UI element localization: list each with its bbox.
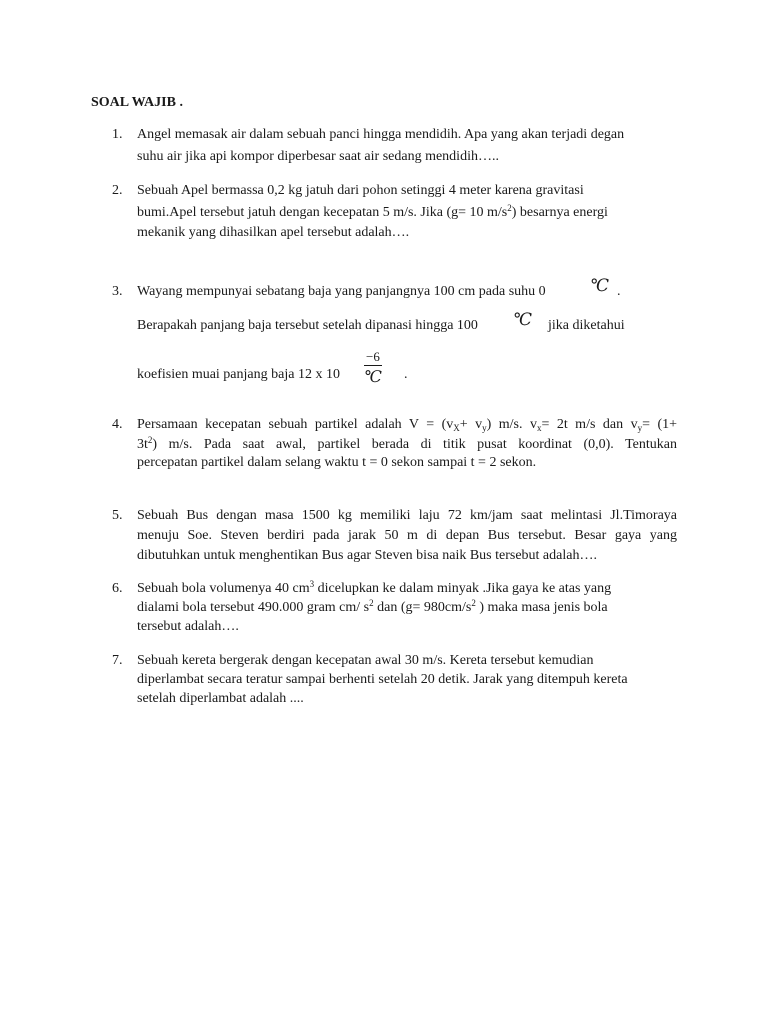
q4-text: = (1+ xyxy=(642,417,678,432)
q4-text: 3t xyxy=(137,437,148,452)
question-2-line-3: mekanik yang dihasilkan apel tersebut adalah…. xyxy=(137,225,410,240)
question-7-number: 7. xyxy=(112,653,123,668)
question-5-line-2: menuju Soe. Steven berdiri pada jarak 50 m di depan Bus tersebut. Besar gaya yang xyxy=(137,528,677,543)
q4-subscript: x xyxy=(536,423,542,433)
celsius-symbol: ℃ xyxy=(590,276,610,295)
q6-text: dan (g= 980cm/s xyxy=(373,600,472,615)
question-2-number: 2. xyxy=(112,183,123,198)
question-5-number: 5. xyxy=(112,508,123,523)
question-5-line-3: dibutuhkan untuk menghentikan Bus agar Steven bisa naik Bus tersebut adalah…. xyxy=(137,548,597,563)
question-3-line-1-end: . xyxy=(617,284,621,299)
q4-subscript: X xyxy=(453,423,460,433)
q2-superscript: 2 xyxy=(507,203,512,213)
question-3-number: 3. xyxy=(112,284,123,299)
question-6-number: 6. xyxy=(112,581,123,596)
celsius-symbol: ℃ xyxy=(364,369,382,386)
q6-text: ) maka masa jenis bola xyxy=(475,600,608,615)
question-3-line-2-end: jika diketahui xyxy=(548,318,625,333)
question-7-line-2: diperlambat secara teratur sampai berhenti setelah 20 detik. Jarak yang ditempuh kereta xyxy=(137,672,628,687)
q4-subscript: y xyxy=(482,423,487,433)
question-5-line-1: Sebuah Bus dengan masa 1500 kg memiliki laju 72 km/jam saat melintasi Jl.Timoraya xyxy=(137,508,677,523)
q6-text: Sebuah bola volumenya 40 cm xyxy=(137,581,310,596)
q6-text: dicelupkan ke dalam minyak .Jika gaya ke atas yang xyxy=(314,581,612,596)
q4-text: ) m/s. v xyxy=(486,417,537,432)
question-3-line-1: Wayang mempunyai sebatang baja yang panjangnya 100 cm pada suhu 0 xyxy=(137,284,546,299)
page-title: SOAL WAJIB . xyxy=(91,95,183,110)
celsius-symbol: ℃ xyxy=(513,310,533,329)
q4-subscript: y xyxy=(637,423,643,433)
q4-text: + v xyxy=(459,417,483,432)
question-1-line-1: Angel memasak air dalam sebuah panci hingga mendidih. Apa yang akan terjadi degan xyxy=(137,127,625,142)
question-3-line-3-end: . xyxy=(404,367,408,382)
question-4-line-2 xyxy=(137,437,677,453)
question-3-line-3: koefisien muai panjang baja 12 x 10 xyxy=(137,367,340,382)
q4-text: ) m/s. Pada saat awal, partikel berada di titik pusat koordinat (0,0). Tentukan xyxy=(152,437,677,452)
q6-text: dialami bola tersebut 490.000 gram cm/ s xyxy=(137,600,370,615)
question-2-line-2 xyxy=(137,205,608,221)
exponent-fraction xyxy=(364,349,382,387)
q2-text: ) besarnya energi xyxy=(511,205,608,220)
q2-text: bumi.Apel tersebut jatuh dengan kecepatan 5 m/s. Jika (g= 10 m/s xyxy=(137,205,508,220)
question-7-line-3: setelah diperlambat adalah .... xyxy=(137,691,304,706)
question-1-line-2: suhu air jika api kompor diperbesar saat air sedang mendidih….. xyxy=(137,149,499,164)
question-6-line-3: tersebut adalah…. xyxy=(137,619,239,634)
q6-superscript: 3 xyxy=(309,579,315,589)
exponent-numerator: −6 xyxy=(364,349,382,366)
question-1-number: 1. xyxy=(112,127,123,142)
q4-superscript: 2 xyxy=(147,435,153,445)
question-6-line-1 xyxy=(137,581,611,597)
question-4-line-1 xyxy=(137,417,677,433)
q4-text: = 2t m/s dan v xyxy=(541,417,638,432)
q6-superscript: 2 xyxy=(369,598,374,608)
question-2-line-1: Sebuah Apel bermassa 0,2 kg jatuh dari pohon setinggi 4 meter karena gravitasi xyxy=(137,183,584,198)
question-6-line-2 xyxy=(137,600,608,616)
question-7-line-1: Sebuah kereta bergerak dengan kecepatan awal 30 m/s. Kereta tersebut kemudian xyxy=(137,653,594,668)
question-4-line-3: percepatan partikel dalam selang waktu t = 0 sekon sampai t = 2 sekon. xyxy=(137,455,537,470)
q4-text: Persamaan kecepatan sebuah partikel adalah V = (v xyxy=(137,417,454,432)
question-3-line-2: Berapakah panjang baja tersebut setelah dipanasi hingga 100 xyxy=(137,318,478,333)
q6-superscript: 2 xyxy=(471,598,476,608)
question-4-number: 4. xyxy=(112,417,123,432)
